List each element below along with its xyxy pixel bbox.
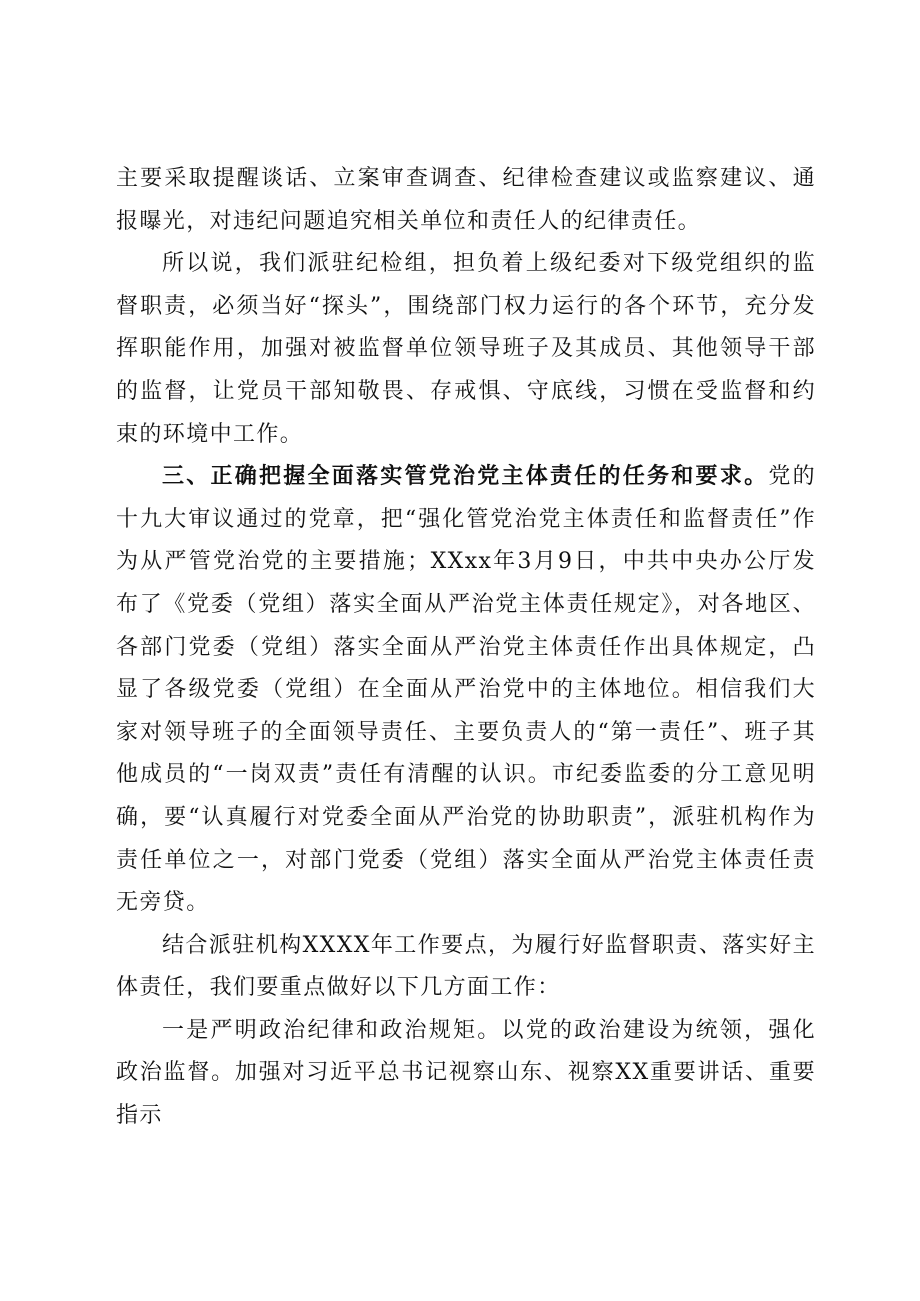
paragraph-section-three bbox=[116, 456, 816, 925]
document-body bbox=[116, 158, 816, 1138]
section-heading: 三、正确把握全面落实管党治党主体责任的任务和要求。 bbox=[162, 464, 769, 490]
paragraph-supervision: 所以说，我们派驻纪检组，担负着上级纪委对下级党组织的监督职责，必须当好“探头”，围绕部门权力运行的各个环节，充分发挥职能作用，加强对被监督单位领导班子及其成员、其他领导干部的监督，让党员干部知敬畏、存戒惧、守底线，习惯在受监督和约束的环境中工作。 bbox=[116, 251, 816, 447]
paragraph-item-one: 一是严明政治纪律和政治规矩。以党的政治建设为统领，强化政治监督。加强对习近平总书记视察山东、视察XX重要讲话、重要指示 bbox=[116, 1017, 816, 1129]
paragraph-continuation: 主要采取提醒谈话、立案审查调查、纪律检查建议或监察建议、通报曝光，对违纪问题追究相关单位和责任人的纪律责任。 bbox=[116, 166, 816, 234]
section-body: 党的十九大审议通过的党章，把“强化管党治党主体责任和监督责任”作为从严管党治党的主要措施；XXxx年3月9日，中共中央办公厅发布了《党委（党组）落实全面从严治党主体责任规定》，对各地区、各部门党委（党组）落实全面从严治党主体责任作出具体规定，凸显了各级党委（党组）在全面从严治党中的主体地位。相信我们大家对领导班子的全面领导责任、主要负责人的“第一责任”、班子其他成员的“一岗双责”责任有清醒的认识。市纪委监委的分工意见明确，要“认真履行对党委全面从严治党的协助职责”，派驻机构作为责任单位之一，对部门党委（党组）落实全面从严治党主体责任责无旁贷。 bbox=[116, 464, 816, 916]
paragraph-work-points: 结合派驻机构XXXX年工作要点，为履行好监督职责、落实好主体责任，我们要重点做好以下几方面工作： bbox=[116, 932, 816, 1001]
